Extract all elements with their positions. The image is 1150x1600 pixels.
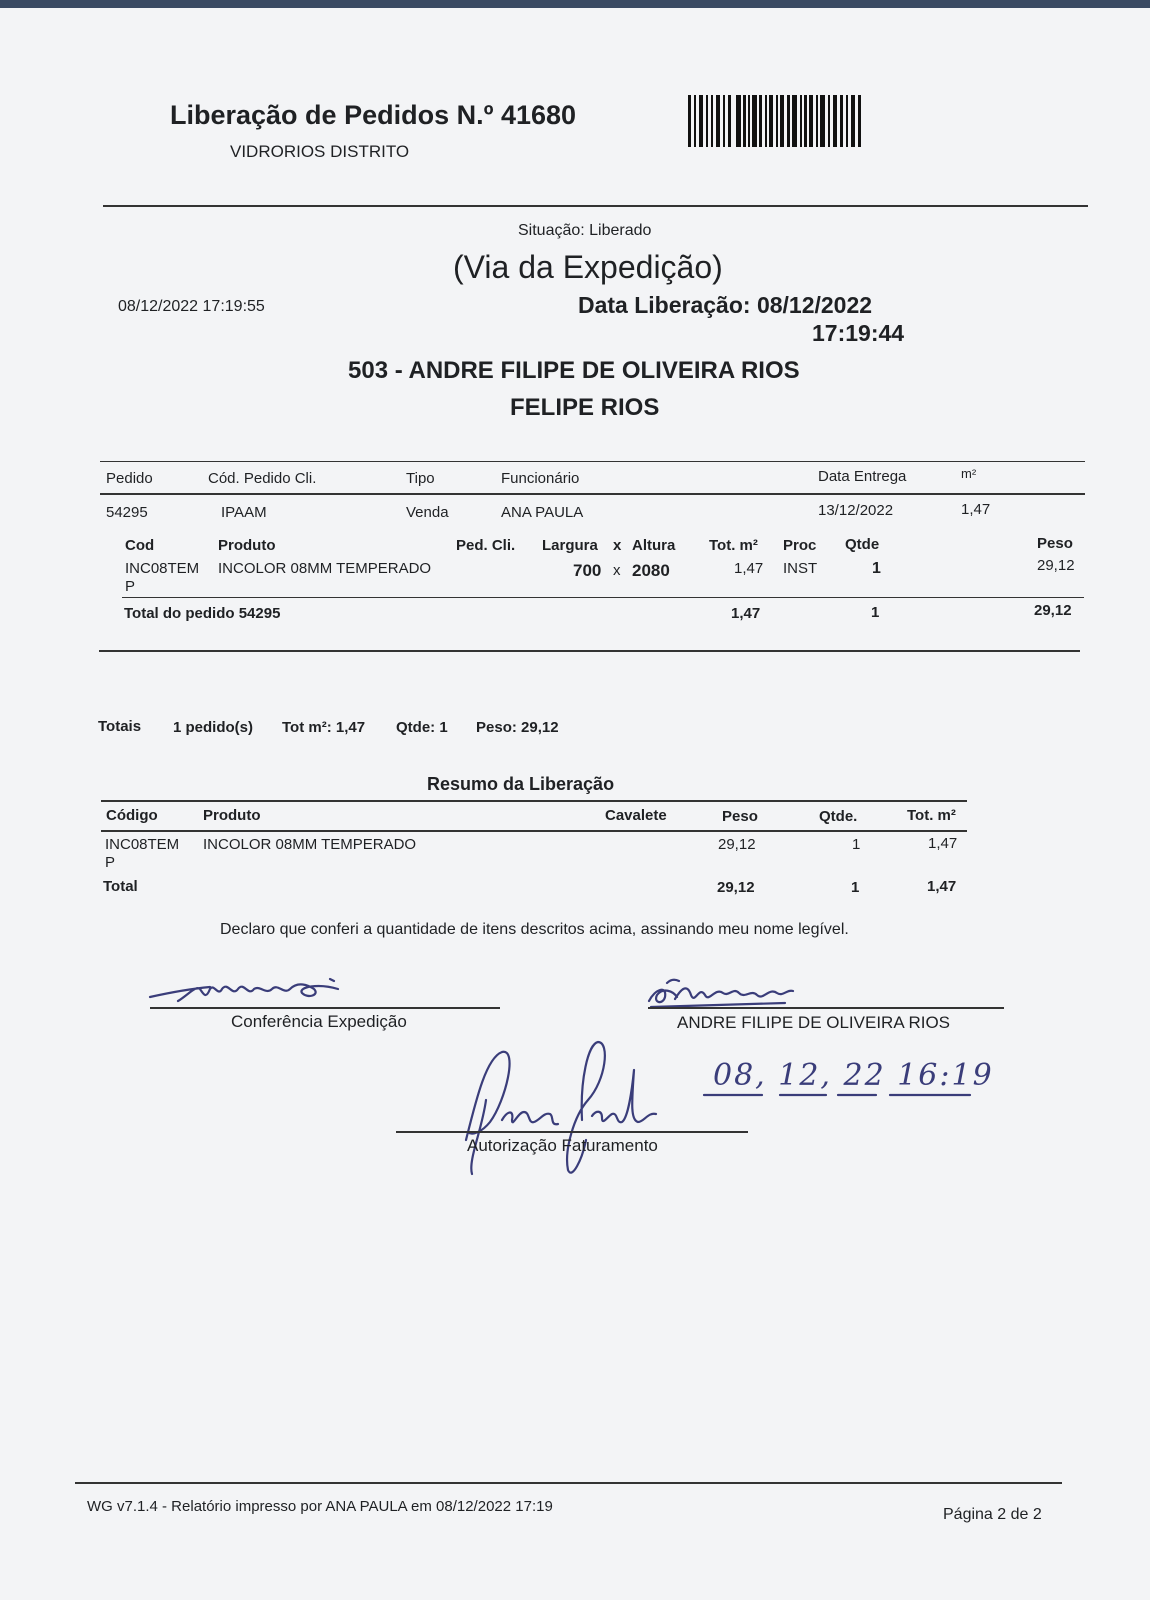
- footer-page-number: Página 2 de 2: [943, 1506, 1042, 1523]
- order-m2: 1,47: [961, 501, 991, 518]
- summary-header-tot-m2: Tot. m²: [907, 807, 956, 824]
- summary-title: Resumo da Liberação: [427, 774, 615, 794]
- totals-peso: Peso: 29,12: [476, 719, 559, 736]
- item-qtde: 1: [872, 560, 881, 577]
- summary-codigo: INC08TEM: [105, 836, 180, 853]
- item-header-proc: Proc: [783, 537, 817, 554]
- document-title: Liberação de Pedidos N.º 41680: [170, 100, 577, 130]
- signature-line-andre: [648, 1007, 1004, 1009]
- item-proc: INST: [783, 560, 818, 577]
- order-total-label: Total do pedido 54295: [124, 605, 281, 622]
- release-time: 17:19:44: [812, 320, 905, 346]
- via-title: (Via da Expedição): [453, 249, 723, 285]
- summary-top-border: [101, 800, 967, 802]
- header-divider: [103, 205, 1088, 207]
- order-data-entrega: 13/12/2022: [818, 502, 894, 519]
- summary-header-divider: [101, 830, 967, 832]
- signature-ana-paula: [462, 1040, 692, 1180]
- order-total-qtde: 1: [871, 604, 880, 621]
- item-header-ped-cli: Ped. Cli.: [456, 537, 516, 554]
- footer-report-info: WG v7.1.4 - Relatório impresso por ANA PAULA em 08/12/2022 17:19: [87, 1498, 553, 1515]
- item-header-altura: Altura: [632, 537, 676, 554]
- summary-codigo-continued: P: [105, 854, 116, 871]
- totals-label: Totais: [98, 718, 142, 735]
- order-pedido: 54295: [106, 504, 148, 521]
- summary-header-produto: Produto: [203, 807, 261, 824]
- summary-produto: INCOLOR 08MM TEMPERADO: [203, 836, 417, 853]
- item-x: x: [613, 562, 621, 579]
- release-date: Data Liberação: 08/12/2022: [578, 292, 873, 318]
- declaration-text: Declaro que conferi a quantidade de itens descritos acima, assinando meu nome legível.: [220, 921, 849, 938]
- summary-qtde: 1: [852, 836, 861, 853]
- order-header-divider: [100, 493, 1085, 495]
- signature-label-autorizacao: Autorização Faturamento: [467, 1136, 658, 1155]
- item-produto: INCOLOR 08MM TEMPERADO: [218, 560, 432, 577]
- item-header-x: x: [613, 537, 622, 554]
- summary-header-codigo: Código: [106, 807, 158, 824]
- summary-peso: 29,12: [718, 836, 756, 853]
- summary-total-peso: 29,12: [717, 879, 755, 896]
- totals-qtde: Qtde: 1: [396, 719, 448, 736]
- item-cod-continued: P: [125, 578, 136, 595]
- order-tipo: Venda: [406, 504, 449, 521]
- status-text: Situação: Liberado: [518, 222, 652, 239]
- item-header-cod: Cod: [125, 537, 155, 554]
- item-tot-m2: 1,47: [734, 560, 764, 577]
- order-cod-pedido-cli: IPAAM: [221, 504, 267, 521]
- col-header-pedido: Pedido: [106, 470, 153, 487]
- order-funcionario: ANA PAULA: [501, 504, 584, 521]
- item-altura: 2080: [632, 561, 670, 580]
- barcode-icon: [688, 95, 864, 147]
- signature-line-autorizacao: [396, 1131, 748, 1133]
- signature-conferencia: [148, 975, 368, 1005]
- handwritten-date-underline: [700, 1090, 980, 1100]
- summary-total-qtde: 1: [851, 879, 860, 896]
- item-peso: 29,12: [1037, 557, 1075, 574]
- item-cod: INC08TEM: [125, 560, 200, 577]
- handwritten-date: 08, 12, 22 16:19: [713, 1058, 994, 1093]
- col-header-funcionario: Funcionário: [501, 470, 580, 487]
- summary-header-cavalete: Cavalete: [605, 807, 667, 824]
- item-header-produto: Produto: [218, 537, 276, 554]
- item-header-peso: Peso: [1037, 535, 1073, 552]
- summary-total-label: Total: [103, 878, 138, 895]
- signature-andre: [645, 975, 805, 1011]
- totals-pedidos: 1 pedido(s): [173, 719, 254, 736]
- summary-header-qtde: Qtde.: [819, 808, 858, 825]
- col-header-m2: m²: [961, 466, 977, 481]
- summary-total-tot-m2: 1,47: [927, 878, 957, 895]
- company-name: VIDRORIOS DISTRITO: [230, 142, 410, 161]
- signature-label-andre: ANDRE FILIPE DE OLIVEIRA RIOS: [677, 1013, 951, 1032]
- totals-tot-m2: Tot m²: 1,47: [282, 719, 366, 736]
- col-header-cod-pedido-cli: Cód. Pedido Cli.: [208, 470, 317, 487]
- order-table-bottom-border: [99, 650, 1080, 652]
- client-short-name: FELIPE RIOS: [510, 394, 660, 421]
- print-datetime: 08/12/2022 17:19:55: [118, 298, 265, 315]
- summary-tot-m2: 1,47: [928, 835, 958, 852]
- item-header-qtde: Qtde: [845, 536, 880, 553]
- signature-label-conferencia: Conferência Expedição: [231, 1012, 407, 1031]
- item-header-largura: Largura: [542, 537, 598, 554]
- order-total-peso: 29,12: [1034, 602, 1072, 619]
- order-table-top-border: [100, 461, 1085, 462]
- footer-divider: [75, 1482, 1062, 1484]
- order-total-tot-m2: 1,47: [731, 605, 761, 622]
- scan-edge: [0, 0, 1150, 8]
- client-name: 503 - ANDRE FILIPE DE OLIVEIRA RIOS: [348, 357, 800, 384]
- item-largura: 700: [573, 561, 602, 580]
- col-header-tipo: Tipo: [406, 470, 435, 487]
- item-header-tot-m2: Tot. m²: [709, 537, 758, 554]
- item-total-divider: [122, 597, 1084, 598]
- summary-header-peso: Peso: [722, 808, 758, 825]
- signature-line-conferencia: [150, 1007, 500, 1009]
- col-header-data-entrega: Data Entrega: [818, 468, 907, 485]
